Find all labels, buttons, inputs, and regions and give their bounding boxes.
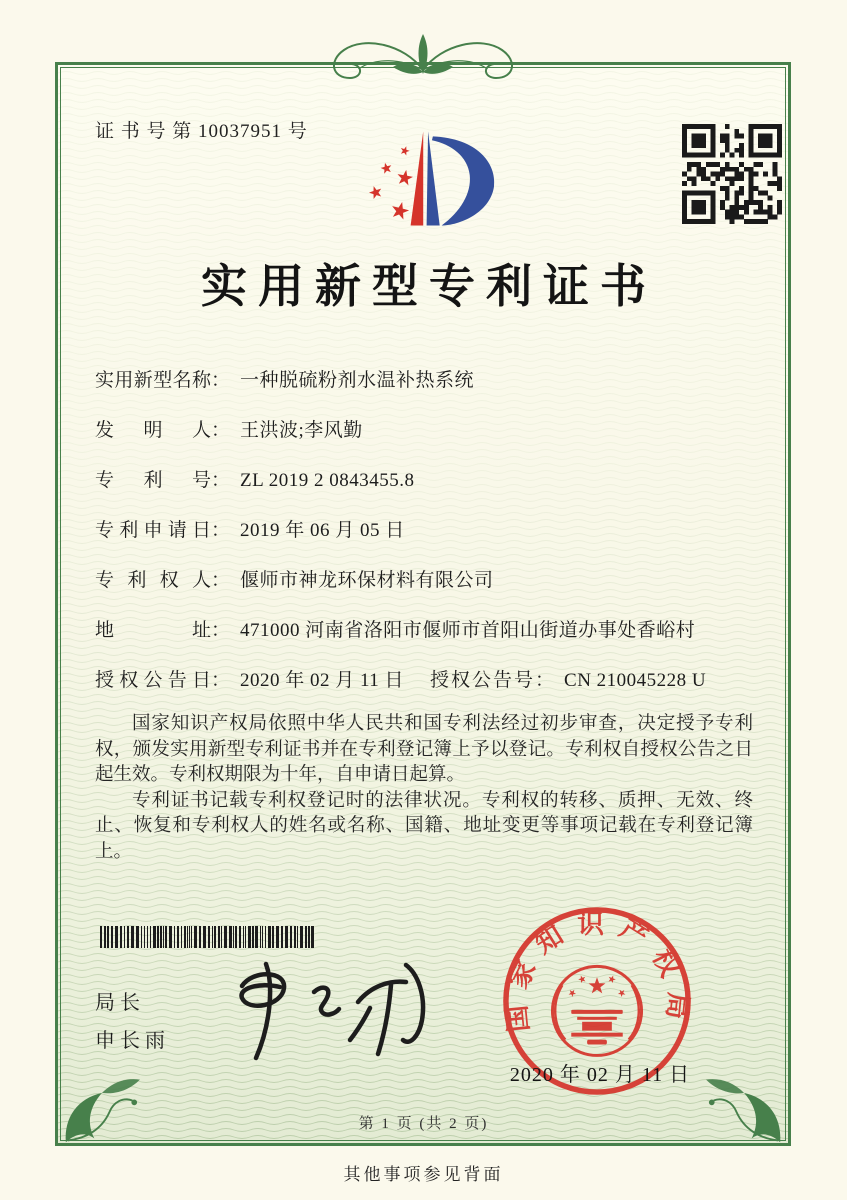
field-value: 王洪波;李风勤 xyxy=(240,420,363,441)
field-value: 一种脱硫粉剂水温补热系统 xyxy=(240,370,475,391)
field-value: 2019 年 06 月 05 日 xyxy=(240,520,405,541)
certificate-title: 实用新型专利证书 xyxy=(201,261,657,312)
field-label: 发明人 xyxy=(95,420,211,441)
grant-date-label: 授权公告日 xyxy=(95,670,211,691)
field-row-filing-date: 专利申请日： 2019 年 06 月 05 日 xyxy=(95,515,755,542)
legal-paragraph-2: 专利证书记载专利权登记时的法律状况。专利权的转移、质押、无效、终止、恢复和专利权人的姓名或名称、国籍、地址变更等事项记载在专利登记簿上。 xyxy=(95,790,753,862)
grant-number-group: 授权公告号： CN 210045228 U xyxy=(430,670,707,691)
grant-no-value: CN 210045228 U xyxy=(564,670,707,691)
field-value: 偃师市神龙环保材料有限公司 xyxy=(240,570,494,591)
field-value: ZL 2019 2 0843455.8 xyxy=(240,470,415,491)
field-value: 471000 河南省洛阳市偃师市首阳山街道办事处香峪村 xyxy=(240,620,696,641)
seal-date: 2020 年 02 月 11 日 xyxy=(509,1064,691,1086)
field-row-name: 实用新型名称： 一种脱硫粉剂水温补热系统 xyxy=(95,365,755,392)
field-row-patent-no: 专利号： ZL 2019 2 0843455.8 xyxy=(95,465,755,492)
qr-code xyxy=(682,124,782,224)
grant-date-value: 2020 年 02 月 11 日 xyxy=(240,670,405,691)
cnipa-logo xyxy=(342,116,518,242)
barcode xyxy=(100,926,322,948)
logo-p-bowl xyxy=(432,136,494,225)
director-signature xyxy=(208,952,452,1070)
grant-no-label: 授权公告号 xyxy=(430,670,536,691)
certificate-number: 证 书 号 第 10037951 号 xyxy=(95,121,308,142)
legal-text-block xyxy=(95,712,753,865)
field-row-address: 地址： 471000 河南省洛阳市偃师市首阳山街道办事处香峪村 xyxy=(95,615,755,642)
commissioner-title: 局长 xyxy=(95,992,145,1014)
field-label: 专利权人 xyxy=(95,570,211,591)
seal-national-emblem xyxy=(552,966,641,1055)
field-label: 专利申请日 xyxy=(95,520,211,541)
logo-red-wedge xyxy=(411,132,424,226)
back-side-note: 其他事项参见背面 xyxy=(343,1165,504,1184)
field-label: 地址 xyxy=(95,620,211,641)
field-label: 专利号 xyxy=(95,470,211,491)
field-label: 实用新型名称 xyxy=(95,370,211,391)
seal-ring-text: 国家知识产权局 xyxy=(500,909,694,1034)
field-row-patentee: 专利权人： 偃师市神龙环保材料有限公司 xyxy=(95,565,755,592)
commissioner-name: 申长雨 xyxy=(95,1030,170,1052)
legal-paragraph-1: 国家知识产权局依照中华人民共和国专利法经过初步审查，决定授予专利权，颁发实用新型专利证书并在专利登记簿上予以登记。专利权自授权公告之日起生效。专利权期限为十年，自申请日起算。 xyxy=(95,714,753,785)
field-row-grant: 授权公告日： 2020 年 02 月 11 日 授权公告号： CN 210045228 U xyxy=(95,665,755,692)
logo-blue-stripe xyxy=(427,132,440,226)
field-row-inventor: 发明人： 王洪波;李风勤 xyxy=(95,415,755,442)
page-number: 第 1 页 (共 2 页) xyxy=(358,1116,489,1132)
